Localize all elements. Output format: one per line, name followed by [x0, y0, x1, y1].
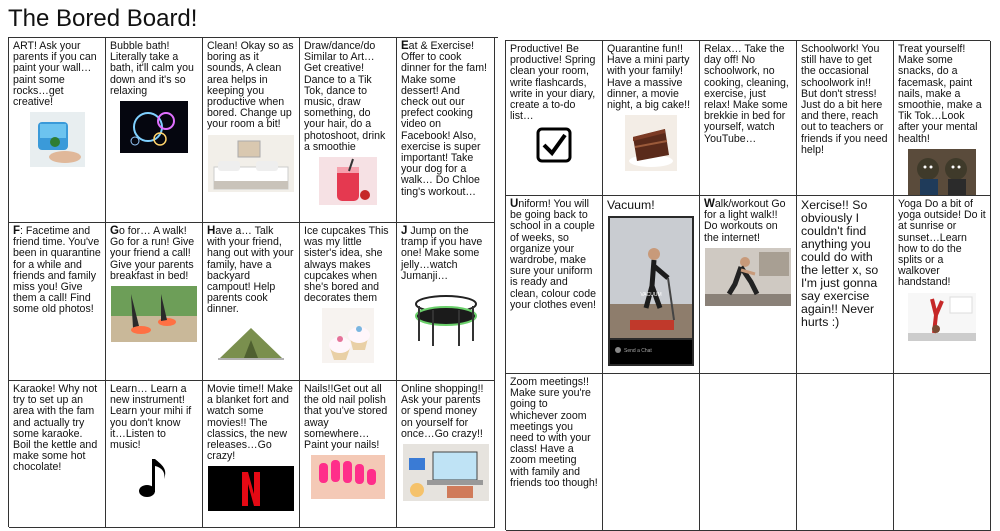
empty-square [894, 374, 991, 531]
tent-photo-image [214, 320, 288, 368]
square-text [401, 41, 490, 198]
square-body: Jump on the tramp if you have one! Make some jelly…watch Jumanji… [401, 225, 483, 282]
board-square [203, 223, 300, 381]
square-body: Movie time!! Make a blanket fort and watch some movies!! The classics, the new releases…Go crazy! [207, 383, 293, 463]
board-square [9, 38, 106, 223]
board-square [300, 381, 397, 528]
square-body: Karaoke! Why not try to set up an area with the fam and actually try some karaoke. Boil the kettle and make some hot chocolate! [13, 383, 98, 474]
square-body: Productive! Be productive! Spring clean your room, write flashcards, write in your diary, create a to-do list… [510, 43, 596, 123]
laptop-shopping-photo-image [403, 444, 489, 504]
square-text [207, 384, 295, 462]
square-text [510, 44, 598, 122]
board-square [894, 41, 991, 196]
square-body: Clean! Okay so as boring as it sounds, A clean area helps in keeping you productive when bored. Change up your room a bit! [207, 40, 294, 131]
board-square [797, 196, 894, 374]
square-text [801, 199, 889, 329]
square-text [110, 384, 198, 451]
square-body: o for… A walk! Go for a run! Give your friend a call! Give your parents breakfast in bed! [110, 225, 195, 282]
checkbox-icon [535, 126, 573, 169]
board-square [700, 196, 797, 374]
handstand-photo-image [908, 293, 976, 344]
square-text [110, 41, 198, 97]
board-square [797, 41, 894, 196]
empty-square [700, 374, 797, 531]
square-initial: J [401, 225, 408, 237]
board-square [397, 223, 495, 381]
left-board [8, 37, 498, 527]
board-square [300, 223, 397, 381]
square-text [510, 199, 598, 311]
square-text [607, 44, 695, 111]
square-body: Learn… Learn a new instrument! Learn your mihi if you don't know it…Listen to music! [110, 383, 192, 452]
board-square [603, 41, 700, 196]
square-body: : Facetime and friend time. You've been in quarantine for a while and friends and family miss you! Give them a call! Find some old photos! [13, 225, 101, 316]
nails-photo-image [311, 455, 385, 502]
board-square [203, 38, 300, 223]
cupcakes-photo-image [322, 308, 374, 366]
square-text [510, 377, 598, 489]
trampoline-photo-image [409, 286, 483, 354]
square-body: Schoolwork! You still have to get the occasional schoolwork in!! But don't stress! Just do a bit here and there, reach out to teachers or friends if you need help! [801, 43, 888, 156]
square-text [207, 226, 295, 316]
square-text [801, 44, 889, 156]
square-text [304, 384, 392, 451]
board-square [700, 41, 797, 196]
board-square [397, 38, 495, 223]
square-body: Bubble bath! Literally take a bath, it'll calm you down and it's so relaxing [110, 40, 194, 97]
square-body: ave a… Talk with your friend, hang out with your family, have a backyard campout! Help parents cook dinner. [207, 225, 294, 316]
square-initial: U [510, 198, 519, 210]
board-square [9, 223, 106, 381]
board-square [203, 381, 300, 528]
square-body: Relax… Take the day off! No schoolwork, no cooking, cleaning, exercise, just relax! Make some brekkie in bed for yourself, watch YouTube… [704, 43, 789, 145]
square-body: Online shopping!! Ask your parents or spend money on yourself for once…Go crazy!! [401, 383, 484, 440]
square-body: Zoom meetings!! Make sure you're going to whichever zoom meetings you need to with your class! Have a zoom meeting with family and friends too though! [510, 376, 598, 489]
square-text [13, 384, 101, 474]
music-note-icon [134, 455, 174, 504]
vacuum-video-still-image [608, 216, 694, 369]
board-title: The Bored Board! [8, 5, 198, 32]
square-body: Treat yourself! Make some snacks, do a facemask, paint nails, make a smoothie, make a Tik Tok…Look after your mental health! [898, 43, 982, 145]
square-initial: H [207, 225, 216, 237]
netflix-logo-image [208, 466, 294, 514]
square-initial: E [401, 40, 409, 52]
send-chat-label: Send a Chat [624, 348, 652, 354]
square-body: ART! Ask your parents if you can paint your wall…paint some rocks…get creative! [13, 40, 97, 109]
square-text [13, 226, 101, 316]
square-body: Draw/dance/do Similar to Art… Get creative! Dance to a Tik Tok, dance to music, draw something, do your hair, do a photoshoot, drink a smoothie [304, 40, 386, 153]
square-body: niform! You will be going back to school in a couple of weeks, so organize your wardrobe, make sure your uniform is ready and clean, colour code your clothes even! [510, 198, 596, 311]
cake-photo-image [625, 115, 677, 174]
empty-square [603, 374, 700, 531]
square-body: Ice cupcakes This was my little sister's idea, she always makes cupcakes when she's bored and decorates them [304, 225, 389, 305]
facemask-photo-image [908, 149, 976, 196]
square-text [401, 384, 490, 440]
square-text [207, 41, 295, 131]
square-text [401, 226, 490, 282]
workout-photo-image [705, 248, 791, 309]
painted-rock-photo-image [30, 112, 85, 170]
bedroom-photo-image [208, 135, 294, 195]
square-initial: W [704, 198, 715, 210]
bubbles-photo-image [120, 101, 188, 156]
square-text [110, 226, 198, 282]
square-body: Yoga Do a bit of yoga outside! Do it at sunrise or sunset…Learn how to do the splits or a walkover handstand! [898, 198, 986, 289]
square-body: Nails!!Get out all the old nail polish that you've stored away somewhere… Paint your nails! [304, 383, 388, 452]
board-square [506, 374, 603, 531]
square-text [13, 41, 101, 108]
board-square [894, 196, 991, 374]
vacuum-overlay-label: VACUUM [640, 292, 662, 298]
square-initial: G [110, 225, 119, 237]
square-text [898, 199, 986, 289]
board-square [300, 38, 397, 223]
square-body: Xercise!! So obviously I couldn't find anything you could do with the letter x, so I'm just gonna say exercise again!! Never hurts :) [801, 198, 879, 329]
board-square [397, 381, 495, 528]
right-board [505, 40, 990, 530]
board-square [106, 381, 203, 528]
board-square [9, 381, 106, 528]
board-square [106, 38, 203, 223]
square-body: Vacuum! [607, 198, 655, 212]
square-text [704, 44, 792, 145]
square-text [304, 226, 392, 304]
square-text [304, 41, 392, 153]
square-body: Quarantine fun!! Have a mini party with your family! Have a massive dinner, a movie night, a big cake!! [607, 43, 691, 112]
square-text [704, 199, 792, 244]
board-square [506, 41, 603, 196]
board-square [106, 223, 203, 381]
square-body: alk/workout Go for a light walk!! Do workouts on the internet! [704, 198, 786, 244]
smoothie-photo-image [319, 157, 377, 208]
square-body: at & Exercise! Offer to cook dinner for the fam! Make some dessert! And check out our prefect cooking video on Facebook! Also, exercise is super important! Take your dog for a walk… Do Chloe ting's workout… [401, 40, 487, 198]
square-initial: F [13, 225, 21, 237]
square-text [898, 44, 986, 145]
board-square [506, 196, 603, 374]
board-square [603, 196, 700, 374]
square-text [607, 199, 695, 212]
empty-square [797, 374, 894, 531]
running-shoes-photo-image [111, 286, 197, 345]
